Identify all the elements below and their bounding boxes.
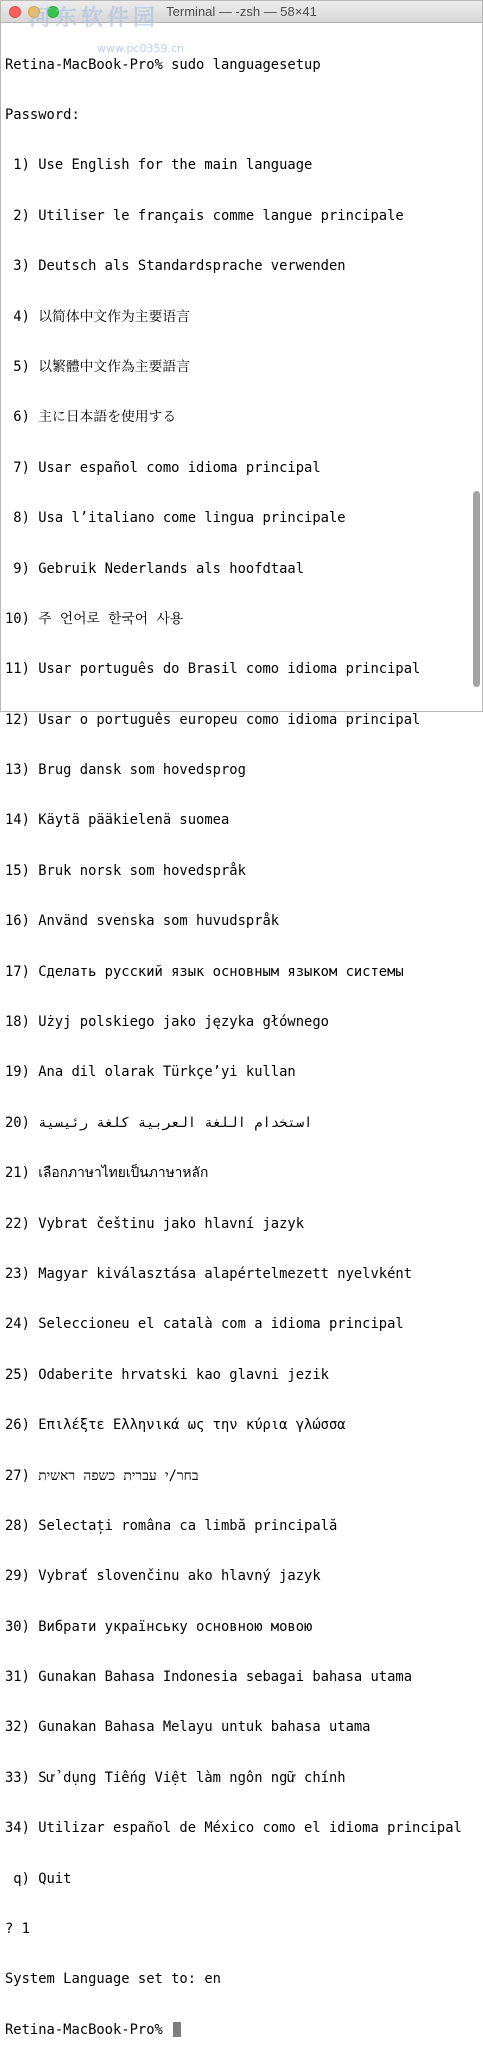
terminal-line: 12) Usar o português europeu como idioma principal: [5, 711, 421, 728]
terminal-line: Retina-MacBook-Pro% sudo languagesetup: [5, 56, 321, 73]
watermark-url: www.pc0359.cn: [97, 42, 185, 55]
terminal-line: 3) Deutsch als Standardsprache verwenden: [5, 258, 346, 275]
zoom-button-icon[interactable]: [47, 6, 59, 18]
terminal-line: 28) Selectați româna ca limbă principală: [5, 1517, 338, 1534]
terminal-line: 22) Vybrat češtinu jako hlavní jazyk: [5, 1215, 305, 1232]
vertical-scrollbar[interactable]: [473, 491, 480, 687]
terminal-line: 20) استخدام اللغة العربية كلغة رئيسية: [5, 1114, 313, 1131]
terminal-line: 32) Gunakan Bahasa Melayu untuk bahasa utama: [5, 1719, 371, 1736]
terminal-line: 15) Bruk norsk som hovedspråk: [5, 862, 246, 879]
terminal-line: 18) Użyj polskiego jako języka głównego: [5, 1014, 329, 1031]
terminal-line: 21) เลือกภาษาไทยเป็นภาษาหลัก: [5, 1165, 209, 1182]
terminal-line: 25) Odaberite hrvatski kao glavni jezik: [5, 1366, 329, 1383]
terminal-line: 19) Ana dil olarak Türkçe’yi kullan: [5, 1064, 296, 1081]
terminal-line: 16) Använd svenska som huvudspråk: [5, 913, 280, 930]
close-button-icon[interactable]: [9, 6, 21, 18]
minimize-button-icon[interactable]: [28, 6, 40, 18]
watermark-logo: 河东软件园: [29, 6, 160, 31]
text-cursor: [173, 2022, 181, 2037]
terminal-line: 11) Usar português do Brasil como idioma principal: [5, 661, 421, 678]
terminal-line: 34) Utilizar español de México como el idioma principal: [5, 1820, 462, 1837]
terminal-line: 6) 主に日本語を使用する: [5, 409, 177, 426]
terminal-line: 13) Brug dansk som hovedsprog: [5, 762, 246, 779]
terminal-line: 9) Gebruik Nederlands als hoofdtaal: [5, 560, 305, 577]
terminal-line: 5) 以繁體中文作為主要語言: [5, 358, 190, 375]
terminal-line: 10) 주 언어로 한국어 사용: [5, 610, 184, 627]
terminal-line: Password:: [5, 106, 80, 123]
terminal-line: q) Quit: [5, 1870, 72, 1887]
terminal-line: 1) Use English for the main language: [5, 157, 313, 174]
terminal-line: System Language set to: en: [5, 1971, 221, 1988]
terminal-line: 27) בחר/י עברית כשפה ראשית: [5, 1467, 199, 1484]
terminal-line: 33) Sử dụng Tiếng Việt làm ngôn ngữ chính: [5, 1769, 346, 1786]
terminal-line: 24) Seleccioneu el català com a idioma principal: [5, 1316, 404, 1333]
title-bar[interactable]: [1, 1, 482, 23]
terminal-line: 30) Вибрати українську основною мовою: [5, 1618, 313, 1635]
terminal-line: 4) 以简体中文作为主要语言: [5, 308, 190, 325]
terminal-line: 31) Gunakan Bahasa Indonesia sebagai bahasa utama: [5, 1669, 413, 1686]
terminal-line: 2) Utiliser le français comme langue principale: [5, 207, 404, 224]
terminal-output[interactable]: [5, 23, 472, 2072]
terminal-line: 26) Επιλέξτε Ελληνικά ως την κύρια γλώσσα: [5, 1417, 346, 1434]
terminal-line: 17) Сделать русский язык основным языком системы: [5, 963, 404, 980]
terminal-line: 23) Magyar kiválasztása alapértelmezett nyelvként: [5, 1265, 413, 1282]
terminal-line: 7) Usar español como idioma principal: [5, 459, 321, 476]
window-title: Terminal — -zsh — 58×41: [166, 4, 317, 19]
terminal-prompt-line[interactable]: [5, 2022, 472, 2039]
terminal-line: 29) Vybrať slovenčinu ako hlavný jazyk: [5, 1568, 321, 1585]
terminal-line: 14) Käytä pääkielenä suomea: [5, 812, 230, 829]
terminal-prompt: Retina-MacBook-Pro%: [5, 2021, 172, 2038]
window-controls: [9, 6, 59, 18]
terminal-line: 8) Usa l’italiano come lingua principale: [5, 510, 346, 527]
terminal-line: ? 1: [5, 1921, 30, 1938]
